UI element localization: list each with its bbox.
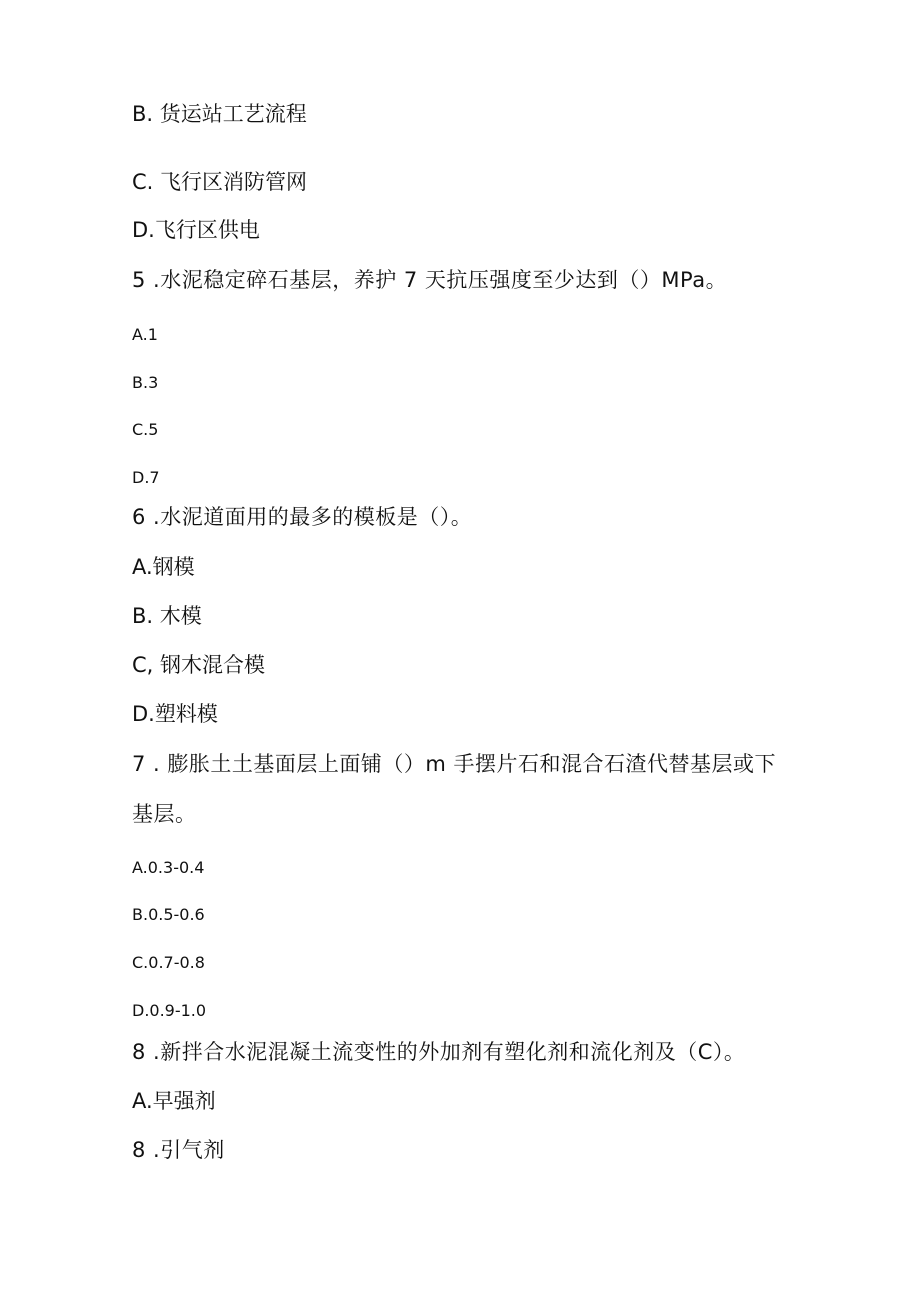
option-c-q6: C, 钢木混合模 <box>132 653 266 677</box>
option-a-q7: A.0.3-0.4 <box>132 858 205 877</box>
option-b-q6: B. 木模 <box>132 604 202 628</box>
option-c-q7: C.0.7-0.8 <box>132 953 205 972</box>
option-d-q5: D.7 <box>132 468 160 487</box>
option-d-q7: D.0.9-1.0 <box>132 1001 207 1020</box>
question-5: 5 .水泥稳定碎石基层，养护 7 天抗压强度至少达到（）MPa。 <box>132 268 728 292</box>
option-a-q6: A.钢模 <box>132 555 195 579</box>
question-8: 8 .新拌合水泥混凝土流变性的外加剂有塑化剂和流化剂及（C）。 <box>132 1040 746 1064</box>
option-d-q6: D.塑料模 <box>132 702 218 726</box>
option-a-q8: A.早强剂 <box>132 1089 216 1113</box>
option-d-q4: D.飞行区供电 <box>132 218 260 242</box>
option-b-q4: B. 货运站工艺流程 <box>132 102 307 126</box>
option-b-q8: 8 .引气剂 <box>132 1138 225 1162</box>
question-6: 6 .水泥道面用的最多的模板是（）。 <box>132 505 473 529</box>
option-b-q7: B.0.5-0.6 <box>132 905 205 924</box>
question-7: 7 . 膨胀土土基面层上面铺（）m 手摆片石和混合石渣代替基层或下 <box>132 752 777 776</box>
option-c-q5: C.5 <box>132 420 159 439</box>
option-b-q5: B.3 <box>132 373 159 392</box>
question-7-continuation: 基层。 <box>132 802 197 826</box>
option-a-q5: A.1 <box>132 325 158 344</box>
option-c-q4: C. 飞行区消防管网 <box>132 170 308 194</box>
